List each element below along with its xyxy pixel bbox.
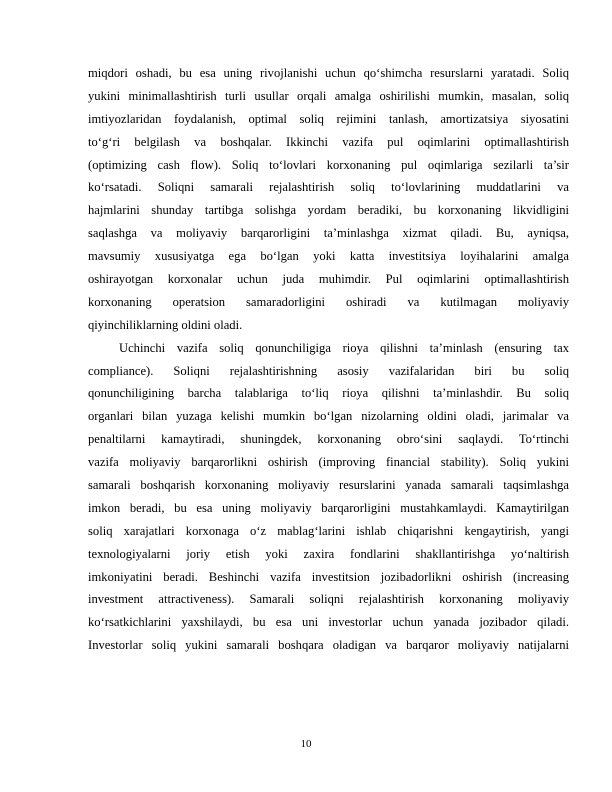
text-line: vazifa moliyaviy barqarorlikni oshirish (improving financial stability). Soliq yukini — [88, 455, 569, 470]
text-line: imkoniyatini beradi. Beshinchi vazifa investitsion jozibadorlikni oshirish (increasing — [88, 569, 569, 584]
text-line: compliance). Soliqni rejalashtirishning asosiy vazifalaridan biri bu soliq — [88, 363, 569, 378]
text-line: miqdori oshadi, bu esa uning rivojlanishi uchun qo‘shimcha resurslarni yaratadi. Soliq — [88, 66, 569, 80]
text-line: Investorlar soliq yukini samarali boshqara oladigan va barqaror moliyaviy natijalarni — [88, 638, 569, 653]
text-line: imkon beradi, bu esa uning moliyaviy barqarorligini mustahkamlaydi. Kamaytirilgan — [88, 500, 569, 515]
text-line: korxonaning operatsion samaradorligini oshiradi va kutilmagan moliyaviy — [88, 294, 569, 309]
text-line: (optimizing cash flow). Soliq to‘lovlari korxonaning pul oqimlariga sezilarli ta’sir — [88, 157, 569, 172]
text-line: organlari bilan yuzaga kelishi mumkin bo‘lgan nizolarning oldini oladi, jarimalar va — [88, 409, 569, 424]
text-line: soliq xarajatlari korxonaga o‘z mablag‘larini ishlab chiqarishni kengaytirish, yangi — [88, 523, 569, 538]
text-line: imtiyozlaridan foydalanish, optimal soliq rejimini tanlash, amortizatsiya siyosatini — [88, 111, 569, 126]
text-line: yukini minimallashtirish turli usullar orqali amalga oshirilishi mumkin, masalan, soliq — [88, 88, 569, 103]
text-line: saqlashga va moliyaviy barqarorligini ta’minlashga xizmat qiladi. Bu, ayniqsa, — [88, 226, 569, 241]
text-line: ko‘rsatadi. Soliqni samarali rejalashtirish soliq to‘lovlarining muddatlarini va — [88, 180, 569, 195]
text-line: investment attractiveness). Samarali soliqni rejalashtirish korxonaning moliyaviy — [88, 592, 569, 607]
paragraph-first-line: Uchinchi vazifa soliq qonunchiligiga rioya qilishni ta’minlash (ensuring tax — [119, 340, 569, 355]
page-number: 10 — [300, 738, 312, 750]
text-line: ko‘rsatkichlarini yaxshilaydi, bu esa uni investorlar uchun yanada jozibador qiladi. — [88, 615, 569, 630]
text-line: mavsumiy xususiyatga ega bo‘lgan yoki katta investitsiya loyihalarini amalga — [88, 249, 569, 264]
text-line: qiyinchiliklarning oldini oladi. — [88, 317, 243, 332]
text-line: to‘g‘ri belgilash va boshqalar. Ikkinchi vazifa pul oqimlarini optimallashtirish — [88, 134, 569, 149]
text-line: samarali boshqarish korxonaning moliyaviy resurslarini yanada samarali taqsimlashga — [88, 478, 569, 493]
text-line: texnologiyalarni joriy etish yoki zaxira fondlarini shakllantirishga yo‘naltirish — [88, 546, 569, 561]
text-line: qonunchiligining barcha talablariga to‘liq rioya qilishni ta’minlashdir. Bu soliq — [88, 386, 569, 401]
text-line: penaltilarni kamaytiradi, shuningdek, korxonaning obro‘sini saqlaydi. To‘rtinchi — [88, 432, 569, 447]
text-line: oshirayotgan korxonalar uchun juda muhimdir. Pul oqimlarini optimallashtirish — [88, 272, 569, 287]
text-line: hajmlarini shunday tartibga solishga yordam beradiki, bu korxonaning likvidligini — [88, 203, 569, 218]
body-text — [88, 62, 569, 657]
